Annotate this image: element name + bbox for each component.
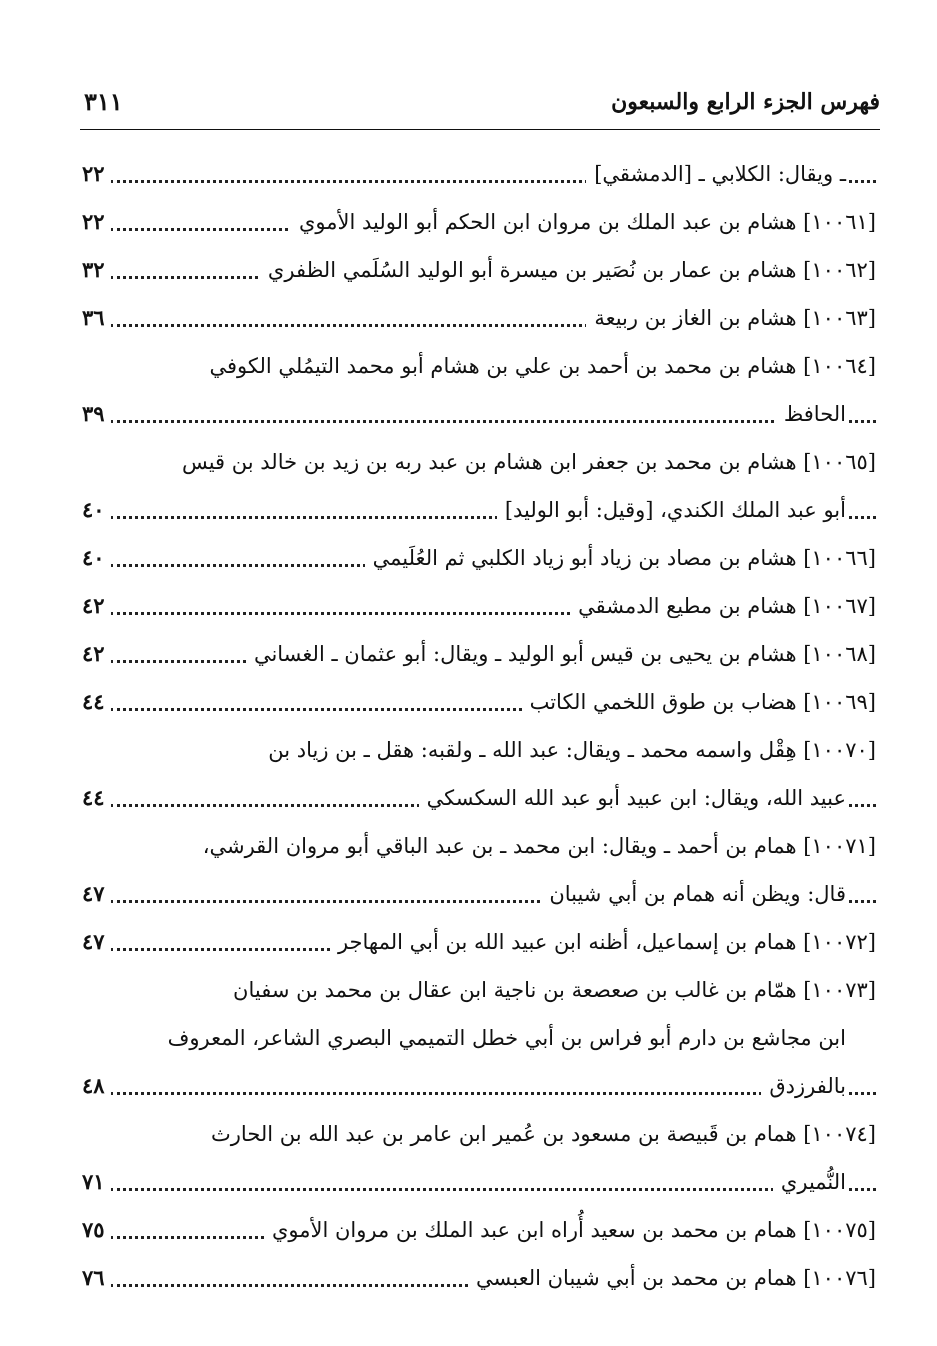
toc-line — [80, 966, 880, 1014]
toc-line — [80, 438, 880, 486]
dot-leader — [110, 420, 876, 423]
toc-entry-text: [١٠٠٦٩] هضاب بن طوق اللخمي الكاتب — [522, 678, 876, 726]
toc-page-ref: ٧٦ — [82, 1254, 111, 1302]
toc-line — [80, 486, 880, 534]
toc-entry-text: [١٠٠٦٥] هشام بن محمد بن جعفر ابن هشام بن عبد ربه بن زيد بن خالد بن قيس — [181, 450, 876, 474]
toc-line — [80, 294, 880, 342]
toc-line — [80, 774, 880, 822]
toc-page-ref: ٤٠ — [82, 534, 111, 582]
toc-entry-text: ابن مجاشع بن دارم أبو فراس بن أبي خطل التميمي البصري الشاعر، المعروف — [167, 1026, 846, 1050]
toc-line — [80, 1158, 880, 1206]
toc-entry-text: [١٠٠٧٦] همام بن محمد بن أبي شيبان العبسي — [468, 1254, 876, 1302]
toc-page-ref: ٤٢ — [82, 630, 111, 678]
toc-entry-text: [١٠٠٧٥] همام بن محمد بن سعيد أُراه ابن عبد الملك بن مروان الأموي — [264, 1206, 876, 1254]
toc-line — [80, 246, 880, 294]
toc-page-ref: ٤٤ — [82, 678, 111, 726]
toc-entry-text: [١٠٠٦٢] هشام بن عمار بن نُصَير بن ميسرة أبو الوليد السُلَمي الظفري — [260, 246, 876, 294]
toc-line — [80, 534, 880, 582]
toc-entry-text: [١٠٠٦٣] هشام بن الغاز بن ربيعة — [586, 294, 876, 342]
toc-line — [80, 150, 880, 198]
toc-line — [80, 1062, 880, 1110]
toc-line — [80, 582, 880, 630]
toc-line — [80, 1014, 880, 1062]
toc-line — [80, 630, 880, 678]
toc-line — [80, 342, 880, 390]
toc-page-ref: ٤٨ — [82, 1062, 111, 1110]
page-header — [80, 85, 880, 130]
toc-entry-text: بالفرزدق — [761, 1062, 846, 1110]
toc-entry-text: [١٠٠٦٦] هشام بن مصاد بن زياد أبو زياد الكلبي ثم العُلَيمي — [365, 534, 876, 582]
page-number: ٣١١ — [84, 87, 123, 116]
toc-entry-text: أبو عبد الملك الكندي، [وقيل: أبو الوليد] — [497, 486, 846, 534]
toc-entry-text: ـ ويقال: الكلابي ـ [الدمشقي] — [586, 150, 846, 198]
toc-entry-text: [١٠٠٦١] هشام بن عبد الملك بن مروان ابن الحكم أبو الوليد الأموي — [291, 198, 876, 246]
toc-line — [80, 198, 880, 246]
toc-line — [80, 870, 880, 918]
toc-page-ref: ٢٢ — [82, 150, 111, 198]
toc-line — [80, 678, 880, 726]
toc-entry-text: قال: ويظن أنه همام بن أبي شيبان — [541, 870, 846, 918]
toc-entry-text: [١٠٠٦٤] هشام بن محمد بن أحمد بن علي بن هشام أبو محمد التيمُلي الكوفي — [209, 354, 876, 378]
toc-page-ref: ٤٧ — [82, 918, 111, 966]
toc-entry-text: الحافظ — [776, 390, 846, 438]
toc-page-ref: ٤٢ — [82, 582, 111, 630]
toc-entry-text: النُّميري — [773, 1158, 846, 1206]
running-title: فهرس الجزء الرابع والسبعون — [611, 89, 880, 115]
toc-entry-text: [١٠٠٧٠] هِقْل واسمه محمد ـ ويقال: عبد الله ـ ولقبه: هقل ـ بن زياد بن — [268, 738, 876, 762]
toc-line — [80, 822, 880, 870]
toc-entry-text: [١٠٠٧٣] همّام بن غالب بن صعصعة بن ناجية ابن عقال بن محمد بن سفيان — [233, 978, 876, 1002]
toc-line — [80, 918, 880, 966]
toc-entry-text: [١٠٠٧١] همام بن أحمد ـ ويقال: ابن محمد ـ بن عبد الباقي أبو مروان القرشي، — [202, 834, 876, 858]
toc-page-ref: ٣٢ — [82, 246, 111, 294]
toc-line — [80, 1254, 880, 1302]
toc-page-ref: ٤٧ — [82, 870, 111, 918]
toc-entry-text: [١٠٠٧٢] همام بن إسماعيل، أظنه ابن عبيد الله بن أبي المهاجر — [330, 918, 876, 966]
table-of-contents — [80, 150, 880, 1302]
toc-page-ref: ٤٤ — [82, 774, 111, 822]
toc-line — [80, 1110, 880, 1158]
toc-entry-text: [١٠٠٧٤] همام بن قَبيصة بن مسعود بن عُمير ابن عامر بن عبد الله بن الحارث — [211, 1122, 876, 1146]
toc-entry-text: عبيد الله، ويقال: ابن عبيد أبو عبد الله السكسكي — [419, 774, 846, 822]
toc-page-ref: ٣٦ — [82, 294, 111, 342]
toc-entry-text: [١٠٠٦٧] هشام بن مطيع الدمشقي — [570, 582, 876, 630]
toc-line — [80, 1206, 880, 1254]
toc-line — [80, 390, 880, 438]
toc-page-ref: ٤٠ — [82, 486, 111, 534]
dot-leader — [110, 1188, 876, 1191]
toc-entry-text: [١٠٠٦٨] هشام بن يحيى بن قيس أبو الوليد ـ ويقال: أبو عثمان ـ الغساني — [246, 630, 876, 678]
toc-page-ref: ٢٢ — [82, 198, 111, 246]
toc-page-ref: ٣٩ — [82, 390, 111, 438]
toc-page-ref: ٧٥ — [82, 1206, 111, 1254]
toc-page-ref: ٧١ — [82, 1158, 111, 1206]
toc-line — [80, 726, 880, 774]
